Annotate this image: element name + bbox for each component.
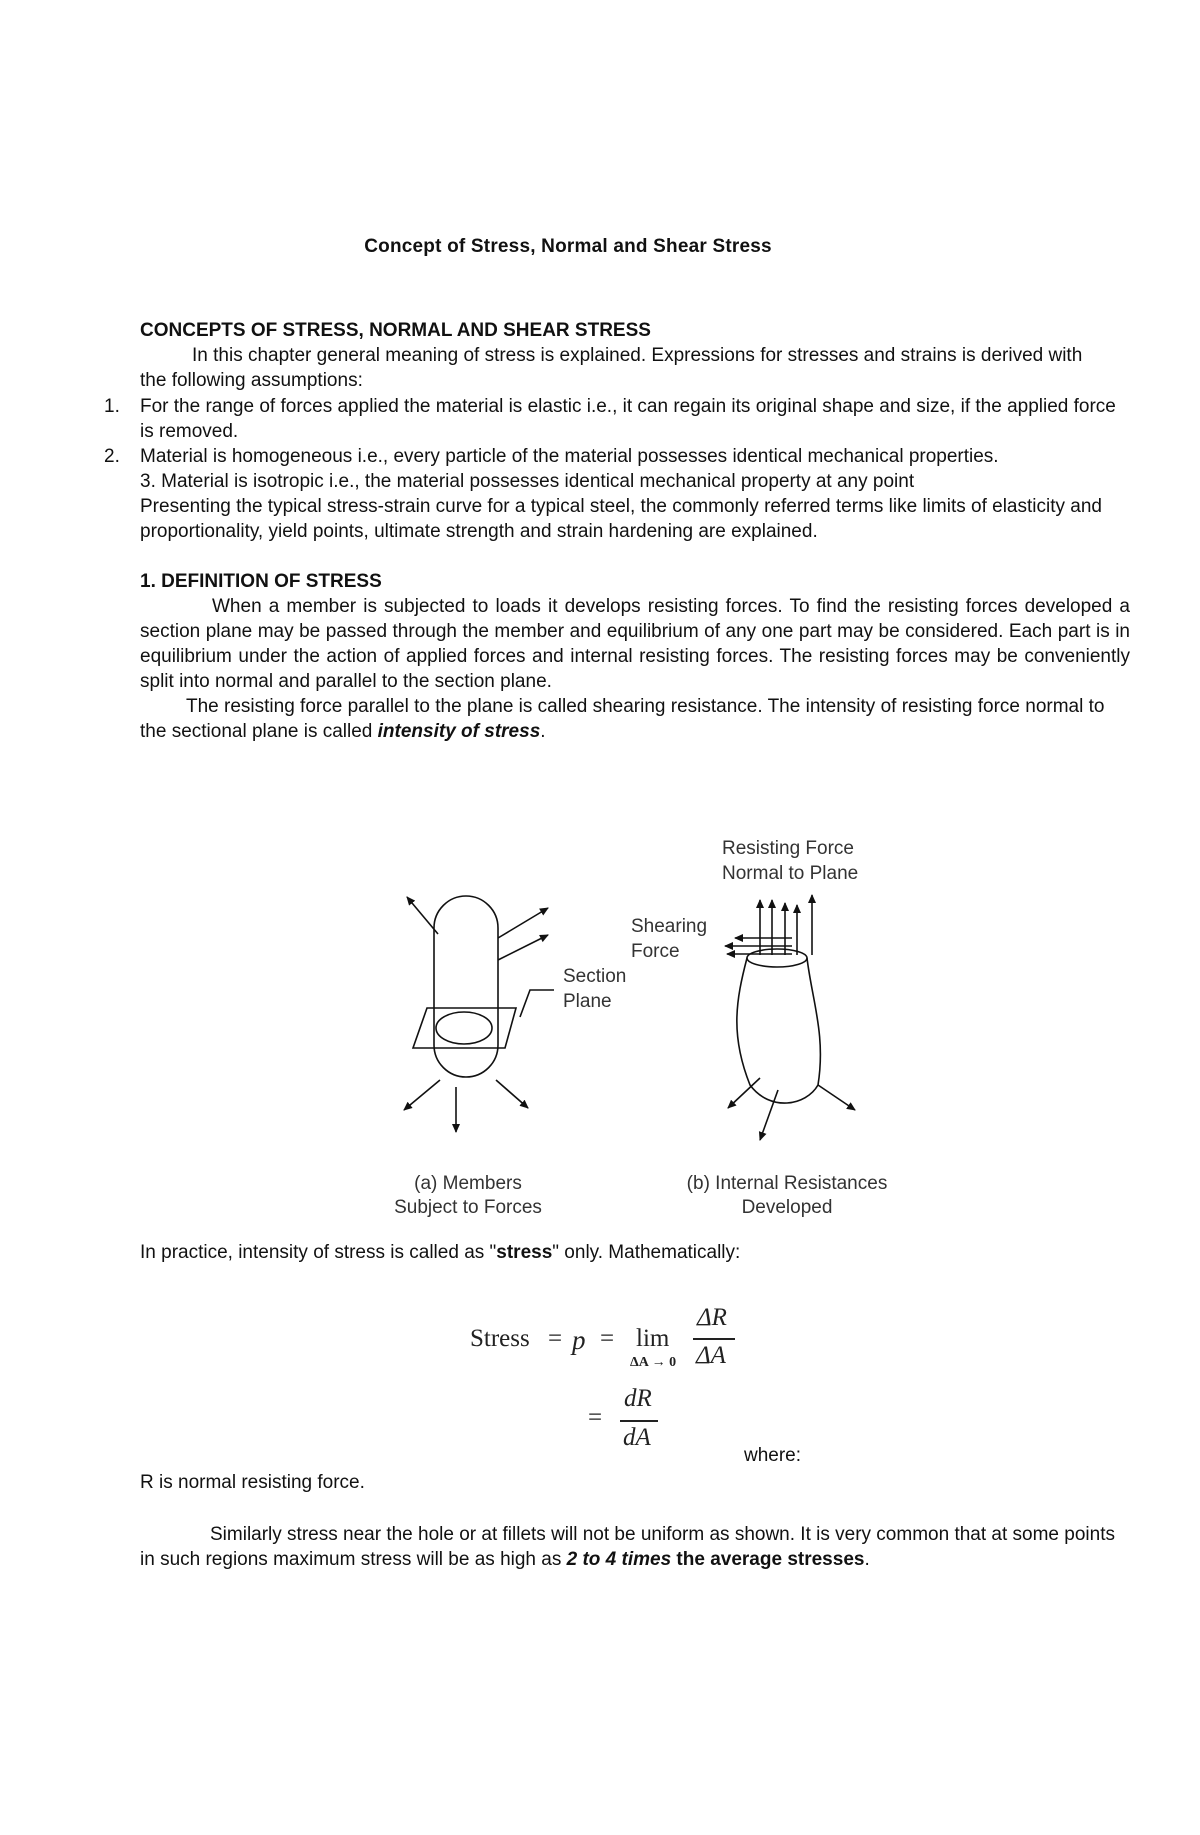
practice-text: In practice, intensity of stress is called as " xyxy=(140,1242,497,1263)
formula-stress-word: Stress xyxy=(470,1325,530,1352)
concepts-summary: Presenting the typical stress-strain curve for a typical steel, the commonly referred terms like limits of elasticity and proportionality, yield points, ultimate strength and strain hardening are explained. xyxy=(140,496,1102,542)
label-normal-to-plane: Normal to Plane xyxy=(722,863,859,884)
formula-numerator: ΔR xyxy=(697,1304,727,1331)
assumption-number: 2. xyxy=(104,446,120,467)
section-plane xyxy=(413,1008,516,1048)
concepts-intro: In this chapter general meaning of stress is explained. Expressions for stresses and strains is derived with the following assumptions: xyxy=(140,345,1083,391)
closing-term-bold: the average stresses xyxy=(671,1549,865,1570)
where-label: where: xyxy=(744,1445,802,1466)
force-arrow xyxy=(818,1085,855,1110)
caption-b: (b) Internal Resistances xyxy=(686,1173,888,1194)
para2-end: . xyxy=(540,721,546,742)
formula-lim-subscript: ΔA → 0 xyxy=(630,1355,677,1370)
caption-a: (a) Members xyxy=(414,1173,522,1194)
label-shearing-force: Force xyxy=(631,941,680,962)
formula-denominator-2: dA xyxy=(623,1424,651,1451)
formula-p: p xyxy=(572,1325,586,1355)
label-section: Section xyxy=(563,966,627,987)
closing-term-italic: 2 to 4 times xyxy=(566,1549,672,1570)
label-resisting-force: Resisting Force xyxy=(722,838,854,859)
caption-a-line2: Subject to Forces xyxy=(394,1197,542,1218)
closing-paragraph xyxy=(140,1522,1125,1572)
member-lower-part xyxy=(737,958,821,1103)
force-arrow xyxy=(407,897,438,934)
intensity-of-stress-term: intensity of stress xyxy=(377,721,541,742)
assumption-item: Material is homogeneous i.e., every particle of the material possesses identical mechanical properties. xyxy=(140,446,999,467)
para2-text: The resisting force parallel to the plane is called shearing resistance. The intensity of resisting force normal to the sectional plane is called xyxy=(140,696,1105,742)
formula-equals: = xyxy=(548,1325,563,1352)
force-arrow xyxy=(496,1080,528,1108)
caption-b-line2: Developed xyxy=(741,1197,833,1218)
formula-equals: = xyxy=(600,1325,615,1352)
definition-paragraph: When a member is subjected to loads it develops resisting forces. To find the resisting forces developed a section plane may be passed through the member and equilibrium of any one part may be considered. Each part is in equilibrium under the action of applied forces and internal resisting forces. The resisting forces may be conveniently split into normal and parallel to the section plane. xyxy=(140,596,1130,692)
practice-sentence xyxy=(140,1240,740,1265)
definition-heading: 1. DEFINITION OF STRESS xyxy=(140,571,382,592)
section-ellipse xyxy=(436,1012,492,1044)
assumption-item-3: 3. Material is isotropic i.e., the material possesses identical mechanical property at any point xyxy=(140,471,915,492)
practice-text-end: " only. Mathematically: xyxy=(552,1242,741,1263)
cut-face xyxy=(747,949,807,967)
label-shearing: Shearing xyxy=(631,916,708,937)
label-plane: Plane xyxy=(563,991,612,1012)
member-a-drawing xyxy=(404,896,554,1132)
force-arrow xyxy=(728,1078,760,1108)
force-arrow xyxy=(498,908,548,938)
formula-denominator: ΔA xyxy=(696,1342,726,1369)
force-arrow xyxy=(404,1080,440,1110)
concepts-heading: CONCEPTS OF STRESS, NORMAL AND SHEAR STRESS xyxy=(140,320,651,341)
assumption-item: For the range of forces applied the material is elastic i.e., it can regain its original shape and size, if the applied force is removed. xyxy=(140,396,1116,442)
assumption-number: 1. xyxy=(104,396,120,417)
force-arrow xyxy=(498,935,548,960)
r-definition: R is normal resisting force. xyxy=(140,1472,365,1493)
closing-end: . xyxy=(864,1549,870,1570)
formula-lim: lim xyxy=(636,1325,670,1352)
stress-term: stress xyxy=(496,1242,553,1263)
section-pointer xyxy=(520,990,554,1017)
member-b-drawing xyxy=(725,895,855,1140)
fraction-bar-2 xyxy=(620,1420,658,1422)
formula-numerator-2: dR xyxy=(624,1385,652,1412)
page-title: Concept of Stress, Normal and Shear Stress xyxy=(364,236,772,257)
formula-equals: = xyxy=(588,1404,603,1431)
closing-text: Similarly stress near the hole or at fillets will not be uniform as shown. It is very common that at some points in such regions maximum stress will be as high as xyxy=(140,1524,1115,1570)
member-body xyxy=(434,896,498,1077)
fraction-bar xyxy=(693,1338,735,1340)
